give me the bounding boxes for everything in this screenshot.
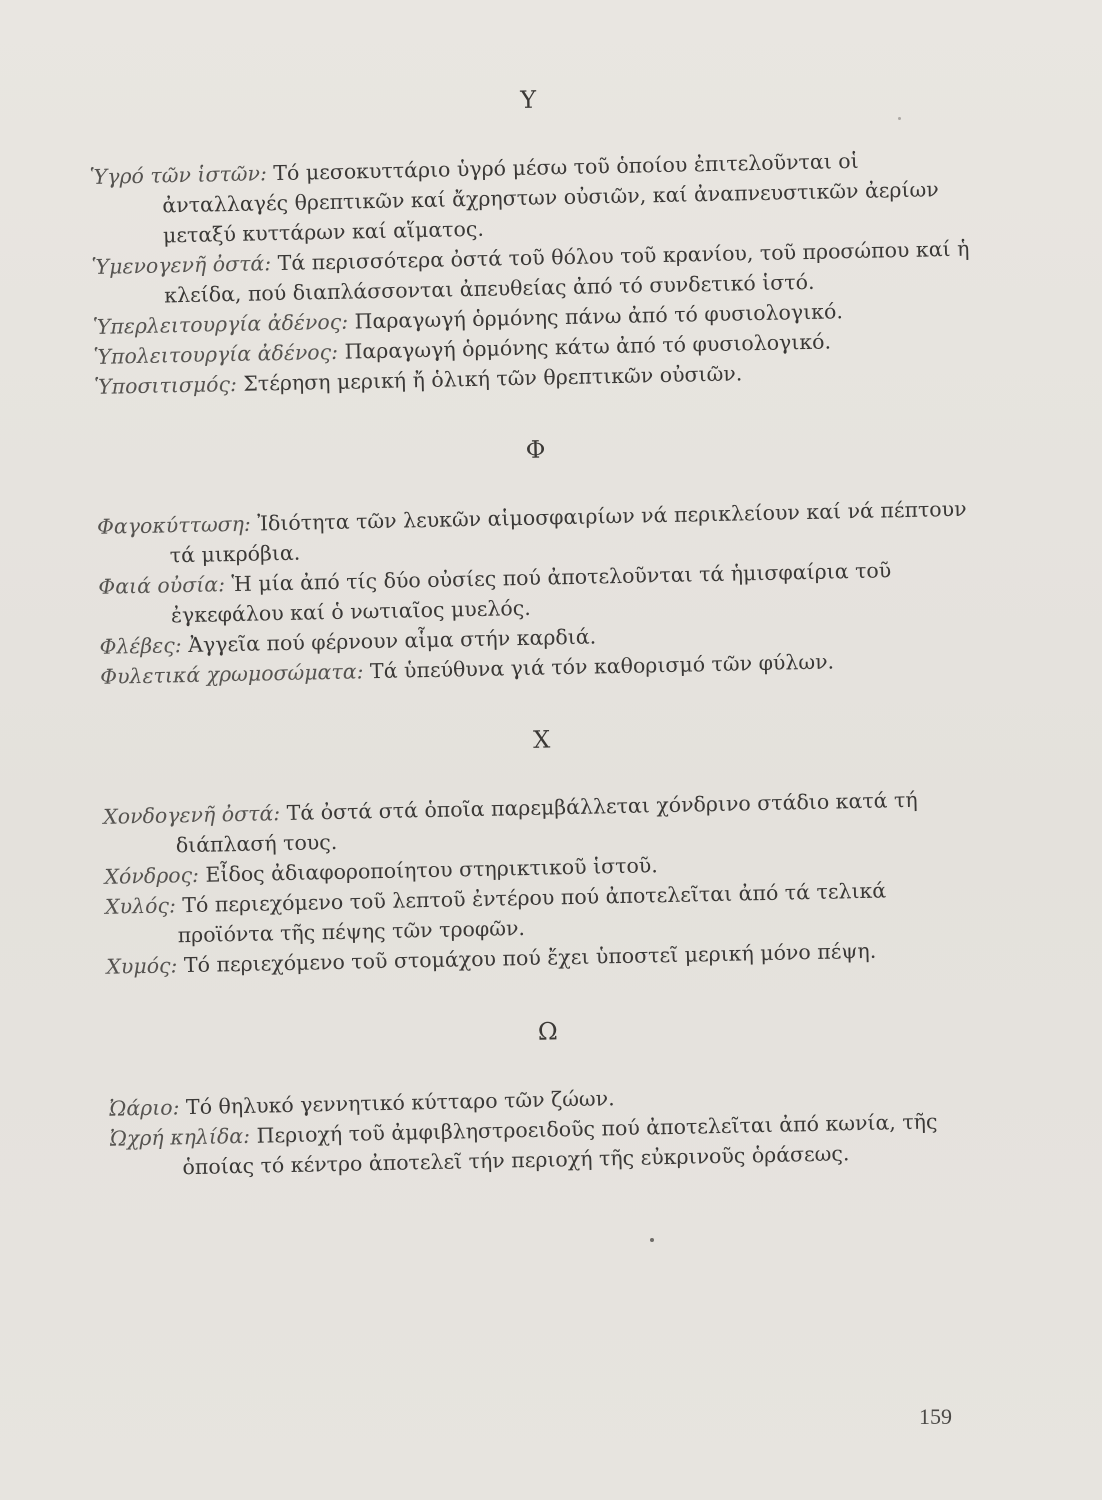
entry-definition: Τά περισσότερα ὀστά τοῦ θόλου τοῦ κρανίου, τοῦ προσώπου καί ἡ κλείδα, πού διαπλάσσονται ἀπευθείας ἀπό τό συνδετικό ἱστό. — [164, 236, 970, 308]
entry-term: Ὠχρή κηλίδα: — [109, 1123, 251, 1151]
entry-term: Φαγοκύττωση: — [96, 511, 252, 539]
ink-speck — [898, 117, 901, 120]
section-letter: Χ — [532, 725, 551, 754]
entry-term: Ὑμενογενῆ ὀστά: — [91, 251, 272, 279]
entry-definition: Τό περιεχόμενο τοῦ στομάχου πού ἔχει ὑποστεῖ μερική μόνο πέψη. — [183, 938, 877, 978]
entry-definition: Τά ὑπεύθυνα γιά τόν καθορισμό τῶν φύλων. — [369, 649, 835, 684]
entry-term: Φυλετικά χρωμοσώματα: — [100, 659, 364, 689]
page-number: 159 — [919, 1404, 952, 1429]
glossary-content — [88, 74, 991, 1184]
entry-term: Χυλός: — [104, 893, 177, 919]
entry-definition: Τό θηλυκό γεννητικό κύτταρο τῶν ζώων. — [185, 1086, 615, 1120]
section-phi — [95, 423, 980, 691]
entry-definition: Τό περιεχόμενο τοῦ λεπτοῦ ἐντέρου πού ἀποτελεῖται ἀπό τά τελικά προϊόντα τῆς πέψης τῶν τροφῶν. — [177, 878, 887, 948]
entry-term: Φαιά οὐσία: — [98, 572, 226, 599]
entry-definition: Ἀγγεῖα πού φέρνουν αἷμα στήν καρδιά. — [187, 624, 597, 658]
entry-term: Χόνδρος: — [104, 862, 200, 889]
entry-definition: Ἡ μία ἀπό τίς δύο οὐσίες πού ἀποτελοῦνται τά ἡμισφαίρια τοῦ ἐγκεφάλου καί ὁ νωτιαῖος μυελός. — [170, 558, 892, 628]
entry-term: Φλέβες: — [99, 633, 182, 659]
ink-speck — [650, 1238, 654, 1242]
section-chi — [101, 713, 986, 981]
section-letter: Φ — [525, 435, 546, 464]
entry-term: Χονδογενῆ ὀστά: — [102, 801, 281, 829]
entry-definition: Παραγωγή ὁρμόνης πάνω ἀπό τό φυσιολογικό. — [354, 299, 844, 334]
section-letter: Ω — [537, 1017, 559, 1046]
entry-term: Ὑποσιτισμός: — [93, 371, 238, 399]
entry-term: Ὑγρό τῶν ἱστῶν: — [89, 161, 268, 189]
entry-definition: Τό μεσοκυττάριο ὑγρό μέσω τοῦ ὁποίου ἐπιτελοῦνται οἱ ἀνταλλαγές θρεπτικῶν καί ἄχρηστων οὐσιῶν, καί ἀναπνευστικῶν ἀερίων μεταξύ κυττάρων καί αἵματος. — [162, 148, 939, 248]
entry-definition: Παραγωγή ὁρμόνης κάτω ἀπό τό φυσιολογικό. — [344, 329, 832, 364]
entry-term: Ὑπερλειτουργία ἀδένος: — [92, 309, 349, 339]
section-letter: Υ — [520, 85, 537, 114]
section-upsilon — [88, 74, 974, 402]
entry-definition: Τά ὀστά στά ὁποῖα παρεμβάλλεται χόνδρινο στάδιο κατά τή διάπλασή τους. — [175, 787, 918, 858]
entry-definition: Εἶδος ἀδιαφοροποίητου στηρικτικοῦ ἱστοῦ. — [205, 853, 659, 887]
entry-term: Ὑπολειτουργία ἀδένος: — [93, 339, 339, 369]
entry-term: Ὠάριο: — [109, 1095, 180, 1121]
section-omega — [108, 1005, 991, 1183]
entry-definition: Περιοχή τοῦ ἀμφιβληστροειδοῦς πού ἀποτελεῖται ἀπό κωνία, τῆς ὁποίας τό κέντρο ἀποτελεῖ τήν περιοχή τῆς εὐκρινοῦς ὁράσεως. — [182, 1109, 938, 1180]
entry-definition: Στέρηση μερική ἤ ὁλική τῶν θρεπτικῶν οὐσιῶν. — [243, 361, 743, 396]
entry-term: Χυμός: — [106, 953, 178, 979]
entry-definition: Ἰδιότητα τῶν λευκῶν αἱμοσφαιρίων νά περικλείουν καί νά πέπτουν τά μικρόβια. — [169, 496, 967, 568]
